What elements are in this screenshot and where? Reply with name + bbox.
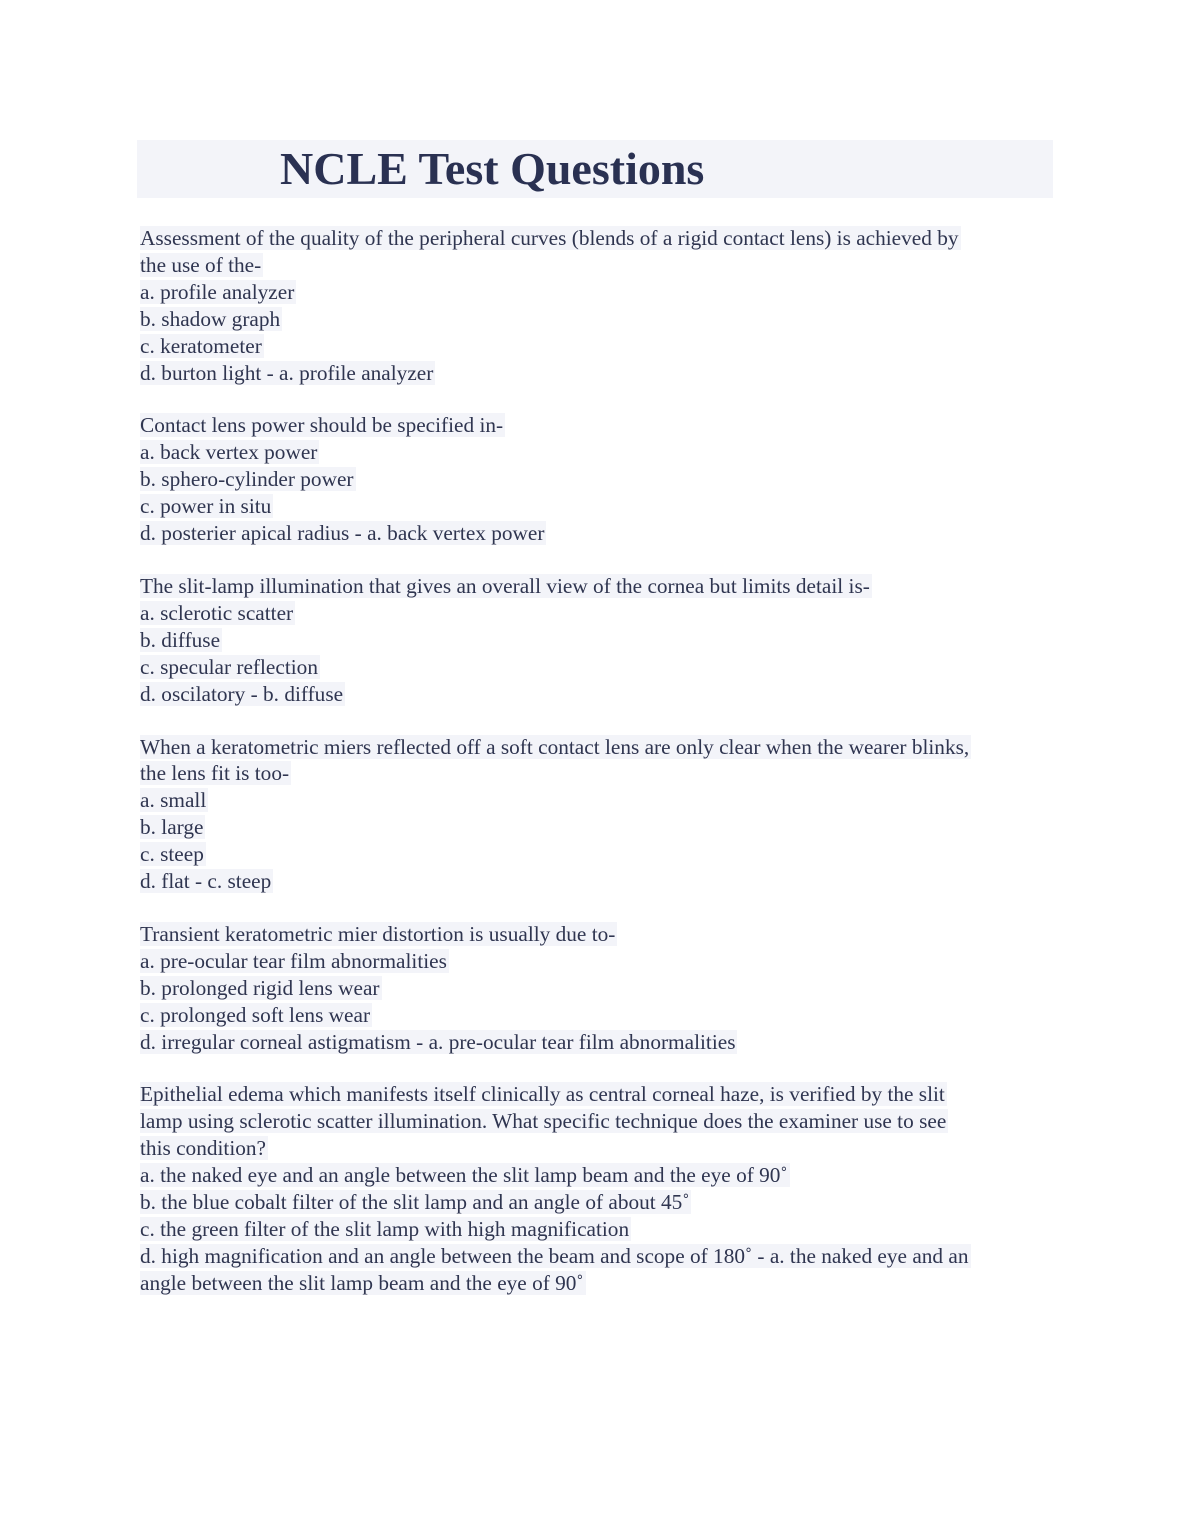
answer-option: b. sphero-cylinder power — [140, 467, 354, 492]
question-block — [140, 1081, 1055, 1296]
answer-option: b. large — [140, 815, 204, 840]
answer-option: a. sclerotic scatter — [140, 600, 294, 625]
answer-option: c. the green filter of the slit lamp with high magnification — [140, 1217, 630, 1241]
question-block — [140, 225, 1055, 386]
answer-option: a. pre-ocular tear film abnormalities — [140, 948, 447, 973]
answer-option-with-key: d. oscilatory - b. diffuse — [140, 681, 344, 706]
question-block — [140, 734, 1055, 895]
answer-option-with-key: d. posterier apical radius - a. back vertex power — [140, 521, 545, 546]
answer-option-with-key: d. irregular corneal astigmatism - a. pre-ocular tear film abnormalities — [140, 1029, 736, 1054]
answer-option: c. prolonged soft lens wear — [140, 1002, 371, 1027]
answer-option: b. the blue cobalt filter of the slit lamp and an angle of about 45˚ — [140, 1190, 690, 1215]
question-block — [140, 573, 1055, 708]
answer-option: c. steep — [140, 842, 204, 867]
answer-option-with-key: d. high magnification and an angle between the beam and scope of 180˚ - a. the naked eye and an — [140, 1243, 969, 1268]
question-stem-line: the use of the- — [140, 252, 262, 277]
question-stem-line: Transient keratometric mier distortion is usually due to- — [140, 921, 616, 946]
answer-option: b. prolonged rigid lens wear — [140, 975, 380, 1000]
page-title: NCLE Test Questions — [280, 143, 705, 194]
answer-option-with-key: d. burton light - a. profile analyzer — [140, 360, 434, 385]
question-stem-line: Epithelial edema which manifests itself clinically as central corneal haze, is verified by the slit — [140, 1082, 945, 1107]
answer-option: c. specular reflection — [140, 654, 318, 679]
question-stem-line: Contact lens power should be specified in- — [140, 413, 504, 438]
answer-option: b. shadow graph — [140, 306, 281, 331]
question-stem-line: lamp using sclerotic scatter illumination. What specific technique does the examiner use to see — [140, 1109, 947, 1134]
question-stem-line: Assessment of the quality of the peripheral curves (blends of a rigid contact lens) is achieved by — [140, 226, 959, 250]
question-block — [140, 412, 1055, 547]
answer-option: b. diffuse — [140, 627, 221, 652]
question-stem-line: this condition? — [140, 1136, 266, 1161]
answer-option: a. the naked eye and an angle between the slit lamp beam and the eye of 90˚ — [140, 1163, 788, 1188]
answer-option-with-key: d. flat - c. steep — [140, 869, 272, 894]
answer-option: c. keratometer — [140, 333, 262, 358]
answer-option-with-key: angle between the slit lamp beam and the eye of 90˚ — [140, 1270, 584, 1295]
question-stem-line: The slit-lamp illumination that gives an overall view of the cornea but limits detail is- — [140, 573, 870, 598]
question-stem-line: the lens fit is too- — [140, 761, 290, 786]
answer-option: c. power in situ — [140, 494, 272, 519]
questions-list — [140, 225, 1055, 1323]
title-band — [137, 140, 1053, 198]
question-block — [140, 921, 1055, 1056]
answer-option: a. back vertex power — [140, 440, 318, 465]
answer-option: a. profile analyzer — [140, 279, 295, 304]
answer-option: a. small — [140, 788, 207, 813]
question-stem-line: When a keratometric miers reflected off a soft contact lens are only clear when the wearer blinks, — [140, 734, 970, 759]
